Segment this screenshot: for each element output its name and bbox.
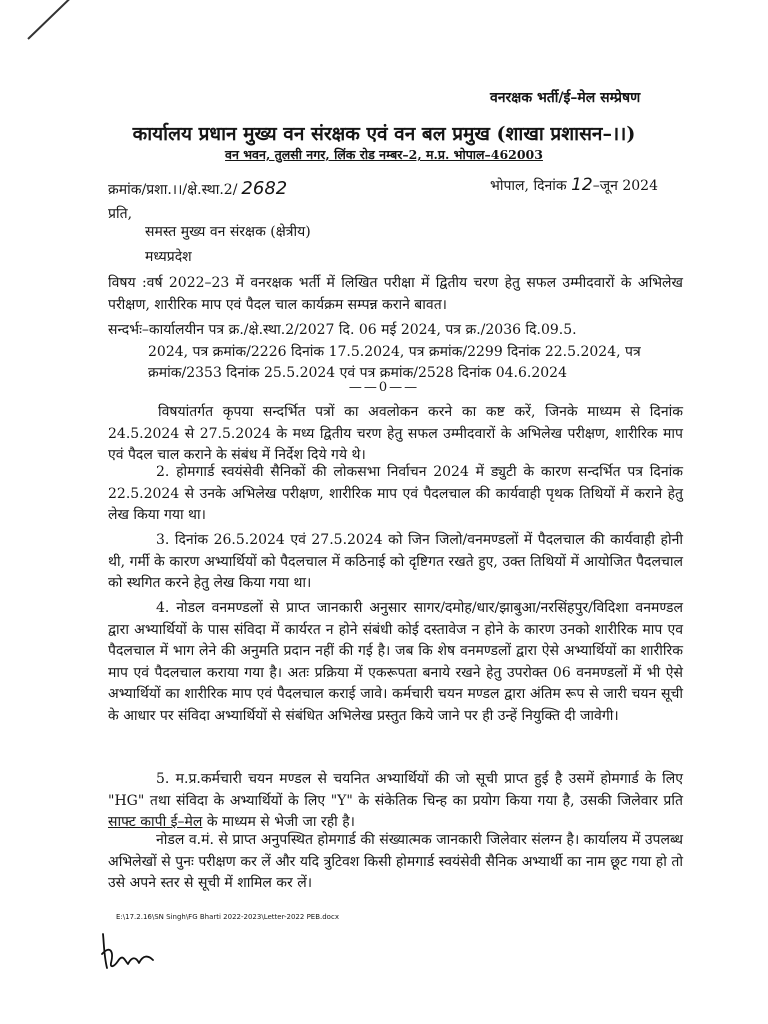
reference-line: क्रमांक/2353 दिनांक 25.5.2024 एवं पत्र क्रमांक/2528 दिनांक 04.6.2024 (148, 365, 567, 382)
paragraph-5-end: के माध्यम से भेजी जा रही है। (206, 814, 355, 831)
paragraph-3: 3. दिनांक 26.5.2024 एवं 27.5.2024 को जिन जिलो/वनमण्डलों में पैदलचाल की कार्यवाही होनी थी, गर्मी के कारण अभ्यार्थियों को पैदलचाल में कठिनाई को दृष्टिगत रखते हुए, उक्त तिथियों में आयोजित पैदलचाल को स्थगित करने हेतु लेख किया गया था। (108, 532, 683, 592)
office-title: कार्यालय प्रधान मुख्य वन संरक्षक एवं वन बल प्रमुख (शाखा प्रशासन–।।) (132, 123, 636, 145)
reference-line: 2024, पत्र क्रमांक/2226 दिनांक 17.5.2024, पत्र क्रमांक/2299 दिनांक 22.5.2024, पत्र (148, 343, 641, 360)
staple-mark (27, 0, 108, 40)
recipient: समस्त मुख्य वन संरक्षक (क्षेत्रीय) (145, 224, 311, 240)
office-address-text: वन भवन, तुलसी नगर, लिंक रोड नम्बर–2, म.प्र. भोपाल–462003 (225, 147, 543, 162)
recipient-state: मध्यप्रदेश (145, 249, 192, 265)
paragraph-5 (108, 769, 683, 834)
date-suffix: –जून 2024 (592, 178, 658, 194)
reference-handwritten-number: 2682 (241, 178, 288, 199)
reference-prefix: क्रमांक/प्रशा.।।/क्षे.स्था.2/ (108, 182, 238, 198)
to-label: प्रति, (108, 206, 133, 222)
reference-line: सन्दर्भः–कार्यालयीन पत्र क्र./क्षे.स्था.2/2027 दि. 06 मई 2024, पत्र क्र./2036 दि.09.5. (108, 322, 577, 338)
file-path: E:\17.2.16\SN Singh\FG Bharti 2022-2023\Letter-2022 PEB.docx (116, 913, 339, 921)
date-prefix: भोपाल, दिनांक (490, 178, 567, 194)
initials-signature-icon (96, 930, 166, 975)
paragraph-5-text: 5. म.प्र.कर्मचारी चयन मण्डल से चयनित अभ्यार्थियों की जो सूची प्राप्त हुई है उसमें होमगार्ड के लिए "HG" तथा संविदा के अभ्यार्थियों के लिए "Y" के संकेतिक चिन्ह का प्रयोग किया गया है, उसकी जिलेवार प्रति (108, 771, 683, 809)
document-category: वनरक्षक भर्ती/ई–मेल सम्प्रेषण (490, 90, 641, 106)
paragraph-intro: विषयांतर्गत कृपया सन्दर्भित पत्रों का अवलोकन करने का कष्ट करें, जिनके माध्यम से दिनांक 24.5.2024 से 27.5.2024 के मध्य द्वितीय चरण हेतु सफल उम्मीदवारों के अभिलेख परीक्षण, शारीरिक माप एवं पैदल चाल कराने के संबंध में निर्देश दिये गये थे। (108, 404, 683, 464)
paragraph-2: 2. होमगार्ड स्वयंसेवी सैनिकों की लोकसभा निर्वाचन 2024 में ड्युटी के कारण सन्दर्भित पत्र दिनांक 22.5.2024 से उनके अभिलेख परीक्षण, शारीरिक माप एवं पैदलचाल की कार्यवाही पृथक तिथियों में कराने हेतु लेख किया गया था। (108, 464, 683, 524)
section-divider: ——0—— (348, 380, 420, 395)
office-address (0, 146, 768, 163)
paragraph-4: 4. नोडल वनमण्डलों से प्राप्त जानकारी अनुसार सागर/दमोह/धार/झाबुआ/नरसिंहपुर/विदिशा वनमण्डल द्वारा अभ्यार्थियों के पास संविदा में कार्यरत न होने संबंधी कोई दस्तावेज न होने के कारण उनको शारीरिक माप एव पैदलचाल में भाग लेने की अनुमति प्रदान नहीं की गई है। जब कि शेष वनमण्डलों द्वारा ऐसे अभ्यार्थियों का शारीरिक माप एवं पैदलचाल कराया गया है। अतः प्रक्रिया में एकरूपता बनाये रखने हेतु उपरोक्त 06 वनमण्डलों में भी ऐसे अभ्यार्थियों का शारीरिक माप एवं पैदलचाल कराई जावे। कर्मचारी चयन मण्डल द्वारा अंतिम रूप से जारी चयन सूची के आधार पर संविदा अभ्यार्थियों से संबंधित अभिलेख प्रस्तुत किये जाने पर ही उन्हें नियुक्ति दी जावेगी। (108, 600, 683, 724)
subject-line: विषय :वर्ष 2022–23 में वनरक्षक भर्ती में लिखित परीक्षा में द्वितीय चरण हेतु सफल उम्मीदवारों के अभिलेख परीक्षण, शारीरिक माप एवं पैदल चाल कार्यक्रम सम्पन्न कराने बावत। (108, 275, 683, 313)
date-handwritten-day: 12 (571, 175, 593, 195)
reference-block (108, 320, 683, 385)
soft-copy-email-text: साफ्ट कापी ई–मेल (108, 814, 203, 831)
letter-date (490, 175, 658, 195)
reference-number (108, 178, 287, 199)
paragraph-6: नोडल व.मं. से प्राप्त अनुपस्थित होमगार्ड की संख्यात्मक जानकारी जिलेवार संलग्न है। कार्यालय में उपलब्ध अभिलेखों से पुनः परीक्षण कर लें और यदि त्रुटिवश किसी होमगार्ड स्वयंसेवी सैनिक अभ्यार्थी का नाम छूट गया हो तो उसे अपने स्तर से सूची में शामिल कर लें। (108, 832, 683, 892)
